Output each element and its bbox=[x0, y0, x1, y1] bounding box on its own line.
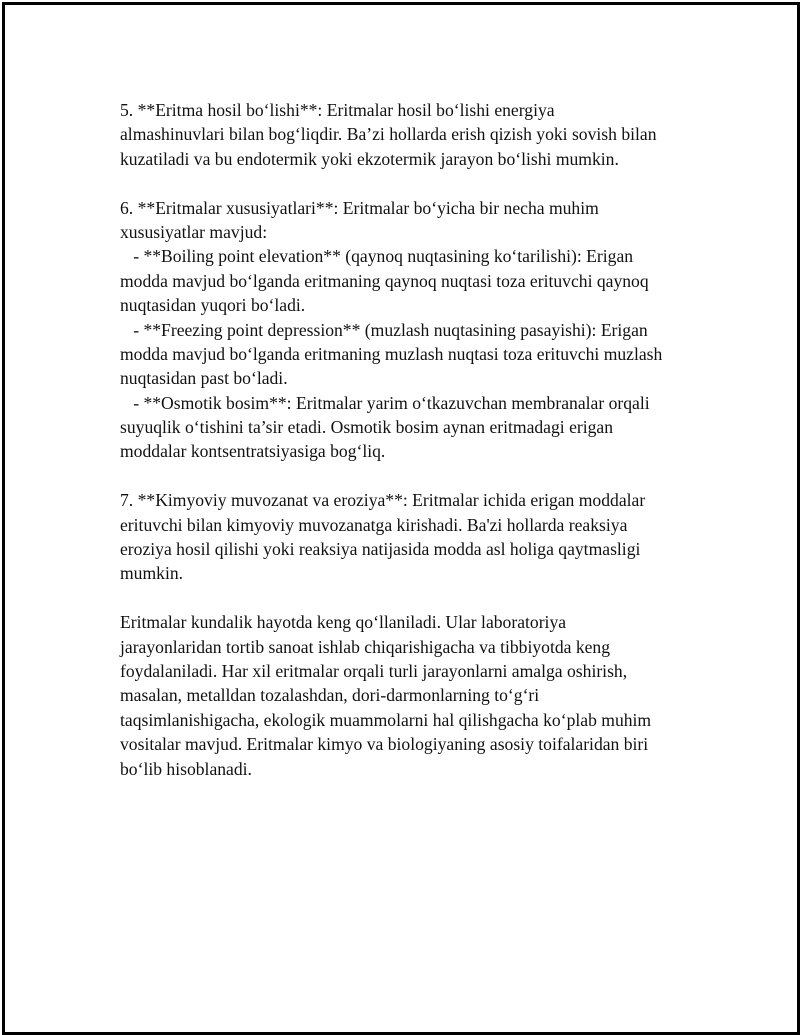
text-line: - **Freezing point depression** (muzlash nuqtasining pasayishi): Erigan bbox=[120, 319, 648, 340]
blank-line bbox=[120, 586, 720, 610]
text-line: jarayonlaridan tortib sanoat ishlab chiqarishigacha va tibbiyotda keng bbox=[120, 636, 611, 657]
text-line: xususiyatlar mavjud: bbox=[120, 221, 268, 242]
text-line: 7. **Kimyoviy muvozanat va eroziya**: Eritmalar ichida erigan moddalar bbox=[120, 490, 646, 511]
text-line: taqsimlanishigacha, ekologik muammolarni hal qilishgacha koʻplab muhim bbox=[120, 709, 652, 730]
text-line: boʻlib hisoblanadi. bbox=[120, 758, 252, 779]
text-line: eroziya hosil qilishi yoki reaksiya natijasida modda asl holiga qaytmasligi bbox=[120, 539, 641, 560]
text-line: 5. **Eritma hosil boʻlishi**: Eritmalar hosil boʻlishi energiya bbox=[120, 100, 555, 120]
text-line: Eritmalar kundalik hayotda keng qoʻllaniladi. Ular laboratoriya bbox=[120, 612, 567, 633]
text-line: suyuqlik oʻtishini ta’sir etadi. Osmotik bosim aynan eritmadagi erigan bbox=[120, 417, 614, 438]
text-line: - **Boiling point elevation** (qaynoq nuqtasining koʻtarilishi): Erigan bbox=[120, 246, 634, 267]
text-line: masalan, metalldan tozalashdan, dori-darmonlarning toʻgʻri bbox=[120, 685, 540, 706]
text-line: nuqtasidan yuqori boʻladi. bbox=[120, 295, 306, 316]
text-line: modda mavjud boʻlganda eritmaning muzlash nuqtasi toza erituvchi muzlash bbox=[120, 343, 663, 364]
page-frame bbox=[2, 2, 800, 1035]
blank-line bbox=[120, 171, 720, 195]
text-line: nuqtasidan past boʻladi. bbox=[120, 368, 288, 389]
text-line: mumkin. bbox=[120, 563, 184, 584]
text-line: kuzatiladi va bu endotermik yoki ekzotermik jarayon boʻlishi mumkin. bbox=[120, 148, 619, 169]
blank-line bbox=[120, 464, 720, 488]
text-line: erituvchi bilan kimyoviy muvozanatga kirishadi. Ba'zi hollarda reaksiya bbox=[120, 514, 628, 535]
text-line: modda mavjud boʻlganda eritmaning qaynoq nuqtasi toza erituvchi qaynoq bbox=[120, 270, 649, 291]
text-line: 6. **Eritmalar xususiyatlari**: Eritmalar boʻyicha bir necha muhim bbox=[120, 197, 599, 218]
text-line: almashinuvlari bilan bogʻliqdir. Ba’zi hollarda erish qizish yoki sovish bilan bbox=[120, 124, 657, 145]
text-line: vositalar mavjud. Eritmalar kimyo va biologiyaning asosiy toifalaridan biri bbox=[120, 734, 649, 755]
text-line: - **Osmotik bosim**: Eritmalar yarim oʻtkazuvchan membranalar orqali bbox=[120, 392, 650, 413]
text-line: foydalaniladi. Har xil eritmalar orqali turli jarayonlarni amalga oshirish, bbox=[120, 660, 628, 681]
text-line: moddalar kontsentratsiyasiga bogʻliq. bbox=[120, 441, 386, 462]
document-body bbox=[120, 98, 720, 781]
